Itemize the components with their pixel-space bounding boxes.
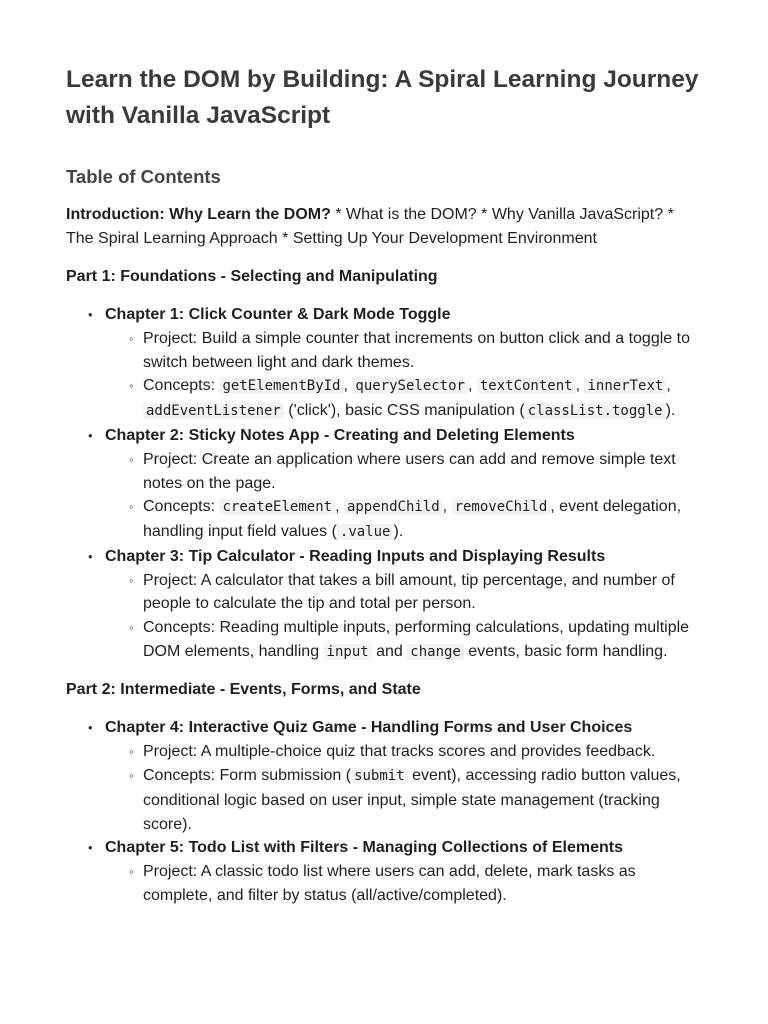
- code-queryselector: querySelector: [352, 378, 468, 394]
- concepts-end: event), accessing radio button values, conditional logic based on user input, simple state management (tracking score).: [143, 767, 681, 833]
- part1-heading: Part 1: Foundations - Selecting and Manipulating: [66, 268, 438, 285]
- code-getelementbyid: getElementById: [219, 378, 343, 394]
- concepts-end: events, basic form handling.: [463, 642, 668, 660]
- concepts-prefix: Concepts: Reading multiple inputs, performing calculations, updating multiple DOM elements, handling: [143, 619, 690, 660]
- chapter-2-concepts: ◦ Concepts: createElement , appendChild , removeChild , event delegation, handling input field values ( .value ).: [143, 495, 702, 544]
- chapter-2-item: [88, 424, 702, 545]
- chapter-5-item: [88, 836, 702, 907]
- toc-heading: Table of Contents: [66, 166, 221, 187]
- chapter-1-project: ◦ Project: Build a simple counter that increments on button click and a toggle to switch between light and dark themes.: [143, 327, 702, 374]
- part2-heading: Part 2: Intermediate - Events, Forms, and State: [66, 681, 421, 699]
- part2-chapter-list: [66, 716, 702, 907]
- chapter-4-concepts: [143, 764, 702, 836]
- concepts-prefix: Concepts:: [143, 498, 220, 516]
- code-removechild: removeChild: [452, 499, 551, 515]
- part1-chapter-list: [66, 303, 702, 664]
- chapter-1-details: [105, 327, 702, 424]
- concepts-mid: , event delegation, handling input field values (: [143, 498, 682, 540]
- chapter-2-project: ◦ Project: Create an application where users can add and remove simple text notes on the page.: [143, 448, 702, 495]
- code-change: change: [407, 644, 464, 660]
- code-input: input: [324, 644, 372, 660]
- concepts-end: ).: [393, 522, 404, 540]
- chapter-1-title: Chapter 1: Click Counter & Dark Mode Toggle: [105, 306, 451, 323]
- chapter-1-concepts: ◦ Concepts: getElementById , querySelector , textContent , innerText , addEventListener ('click'), basic CSS manipulation ( classList.toggle ).: [143, 374, 702, 423]
- chapter-5-title: Chapter 5: Todo List with Filters - Managing Collections of Elements: [105, 839, 623, 857]
- chapter-3-title: Chapter 3: Tip Calculator - Reading Inputs and Displaying Results: [105, 547, 606, 565]
- chapter-3-project: ◦ Project: A calculator that takes a bill amount, tip percentage, and number of people to calculate the tip and total per person.: [143, 569, 702, 616]
- concepts-end: ).: [665, 402, 676, 420]
- code-addeventlistener: addEventListener: [143, 403, 284, 419]
- chapter-2-title: Chapter 2: Sticky Notes App - Creating and Deleting Elements: [105, 426, 575, 444]
- code-submit: submit: [351, 768, 408, 784]
- concepts-prefix: Concepts:: [143, 377, 220, 395]
- chapter-4-project: ◦ Project: A multiple-choice quiz that tracks scores and provides feedback.: [143, 740, 702, 764]
- intro-paragraph: [66, 203, 702, 251]
- concepts-mid: ('click'), basic CSS manipulation (: [283, 402, 525, 420]
- code-createelement: createElement: [219, 499, 335, 515]
- chapter-4-item: [88, 716, 702, 836]
- chapter-3-details: [105, 569, 702, 665]
- code-appendchild: appendChild: [344, 499, 443, 515]
- intro-text: * What is the DOM? * Why Vanilla JavaScript? * The Spiral Learning Approach * Setting Up Your Development Environment: [66, 206, 674, 247]
- code-textcontent: textContent: [477, 378, 576, 394]
- chapter-5-details: [105, 860, 702, 907]
- page-title: Learn the DOM by Building: A Spiral Learning Journey with Vanilla JavaScript: [66, 66, 699, 129]
- intro-label: Introduction: Why Learn the DOM?: [66, 206, 331, 223]
- chapter-4-details: [105, 740, 702, 836]
- chapter-3-concepts: [143, 616, 702, 664]
- code-innertext: innerText: [584, 378, 666, 394]
- code-value: .value: [337, 524, 394, 540]
- chapter-4-title: Chapter 4: Interactive Quiz Game - Handling Forms and User Choices: [105, 719, 633, 737]
- code-classlist-toggle: classList.toggle: [525, 403, 666, 419]
- concepts-prefix: Concepts: Form submission (: [143, 767, 352, 785]
- chapter-2-details: [105, 448, 702, 545]
- chapter-5-project: ◦ Project: A classic todo list where users can add, delete, mark tasks as complete, and filter by status (all/active/completed).: [143, 860, 702, 907]
- chapter-3-item: [88, 545, 702, 665]
- concepts-and: and: [371, 642, 408, 660]
- chapter-1-item: [88, 303, 702, 424]
